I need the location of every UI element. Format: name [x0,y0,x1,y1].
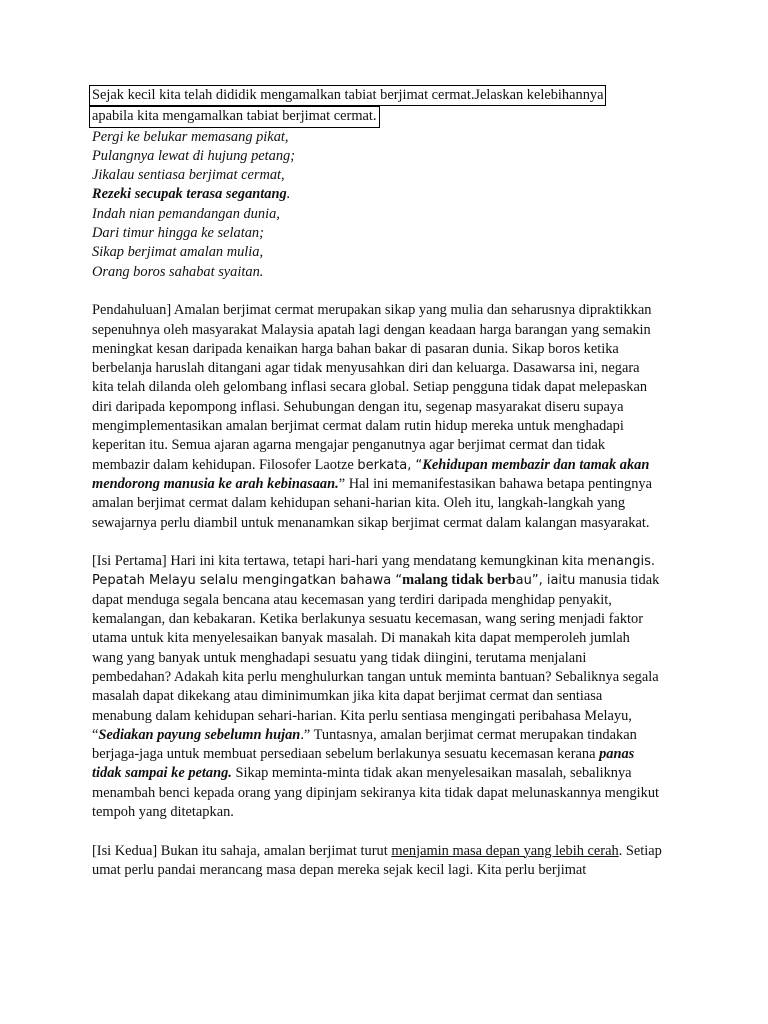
pantun-bold-text: Rezeki secupak terasa segantang [92,186,287,203]
paragraph-isi-kedua: [Isi Kedua] Bukan itu sahaja, amalan berjimat turut menjamin masa depan yang lebih cerah. Setiap umat perlu pandai merancang masa depan mereka sejak kecil lagi. Kita perlu berjimat [92,842,662,878]
underlined-phrase: menjamin masa depan yang lebih cerah [391,842,619,859]
pantun-line: Pergi ke belukar memasang pikat, [92,128,289,145]
berkata-text: berkata, “ [357,457,423,473]
laotze-quote: Kehidupan membazir dan tamak akan mendorong manusia ke arah kebinasaan. [92,456,650,492]
question-line-2: apabila kita mengamalkan tabiat berjimat cermat. [89,106,380,127]
essay-question [92,85,662,128]
pantun-line: Orang boros sahabat syaitan. [92,263,264,280]
pantun-line: Jikalau sentiasa berjimat cermat, [92,167,285,184]
pantun-line: Indah nian pemandangan dunia, [92,205,280,222]
essay-content [92,85,662,880]
pantun [92,128,662,282]
pantun-line: Sikap berjimat amalan mulia, [92,244,264,261]
peribahasa-panas: panas tidak sampai ke petang. [92,746,635,782]
pantun-line: Pulangnya lewat di hujung petang; [92,147,296,164]
peribahasa-payung: Sediakan payung sebelumn hujan [98,726,301,743]
pantun-line-bold: Rezeki secupak terasa segantang. [92,186,291,203]
pepatah-bold: malang tidak berb [402,572,516,589]
paragraph-pendahuluan: Pendahuluan] Amalan berjimat cermat merupakan sikap yang mulia dan seharusnya dipraktikkan sepenuhnya oleh masyarakat Malaysia apatah lagi dengan keadaan harga barangan yang semakin meningkat kesan daripada kenaikan harga bahan bakar di pasaran dunia. Sikap boros ketika berbelanja haruslah ditangani agar tidak menyusahkan diri dan keluarga. Dasawarsa ini, negara kita telah dilanda oleh gelombang inflasi secara global. Setiap pengguna tidak dapat melepaskan diri daripada kepompong inflasi. Sehubungan dengan itu, segenap masyarakat diseru supaya mengimplementasikan amalan berjimat cermat dalam rutin hidup mereka untuk menghadapi keperitan itu. Semua ajaran agarna mengajar penganutnya agar berjimat cermat dan tidak membazir dalam kehidupan. Filosofer Laotze berkata, “Kehidupan membazir dan tamak akan mendorong manusia ke arah kebinasaan.” Hal ini memanifestasikan bahawa betapa pentingnya amalan berjimat cermat dalam kehidupan sehani-harian kita. Oleh itu, langkah-langkah yang sewajarnya perlu diambil untuk menanamkan sikap berjimat cermat dalam kalangan masyarakat. [92,302,652,531]
question-line-1: Sejak kecil kita telah dididik mengamalkan tabiat berjimat cermat.Jelaskan kelebihannya [89,85,606,106]
pantun-line: Dari timur hingga ke selatan; [92,225,264,242]
paragraph-isi-pertama: [Isi Pertama] Hari ini kita tertawa, tetapi hari-hari yang mendatang kemungkinan kita menangis. Pepatah Melayu selalu mengingatkan bahawa “malang tidak berbau”, iaitu manusia tidak dapat menduga segala bencana atau kecemasan yang terdiri daripada menghidap penyakit, kemalangan, dan kebakaran. Ketika berlakunya sesuatu kecemasan, wang sering menjadi faktor utama untuk kita menyelesaikan banyak masalah. Di manakah kita dapat memperoleh jumlah wang yang banyak untuk menghadapi sesuatu yang tidak diingini, terutama menjalani pembedahan? Adakah kita perlu menghulurkan tangan untuk meminta bantuan? Sebaliknya segala masalah dapat dikekang atau diminimumkan jika kita dapat berjimat cermat dan sentiasa menabung dalam kehidupan sehari-harian. Kita perlu sentiasa mengingati peribahasa Melayu, “Sediakan payung sebelumn hujan.” Tuntasnya, amalan berjimat cermat merupakan tindakan berjaga-jaga untuk membuat persediaan sebelum berlakunya sesuatu kecemasan kerana panas tidak sampai ke petang. Sikap meminta-minta tidak akan menyelesaikan masalah, sebaliknya menambah benci kepada orang yang dipinjam sekiranya kita tidak dapat melunaskannya mengikut tempoh yang ditetapkan. [92,553,660,820]
